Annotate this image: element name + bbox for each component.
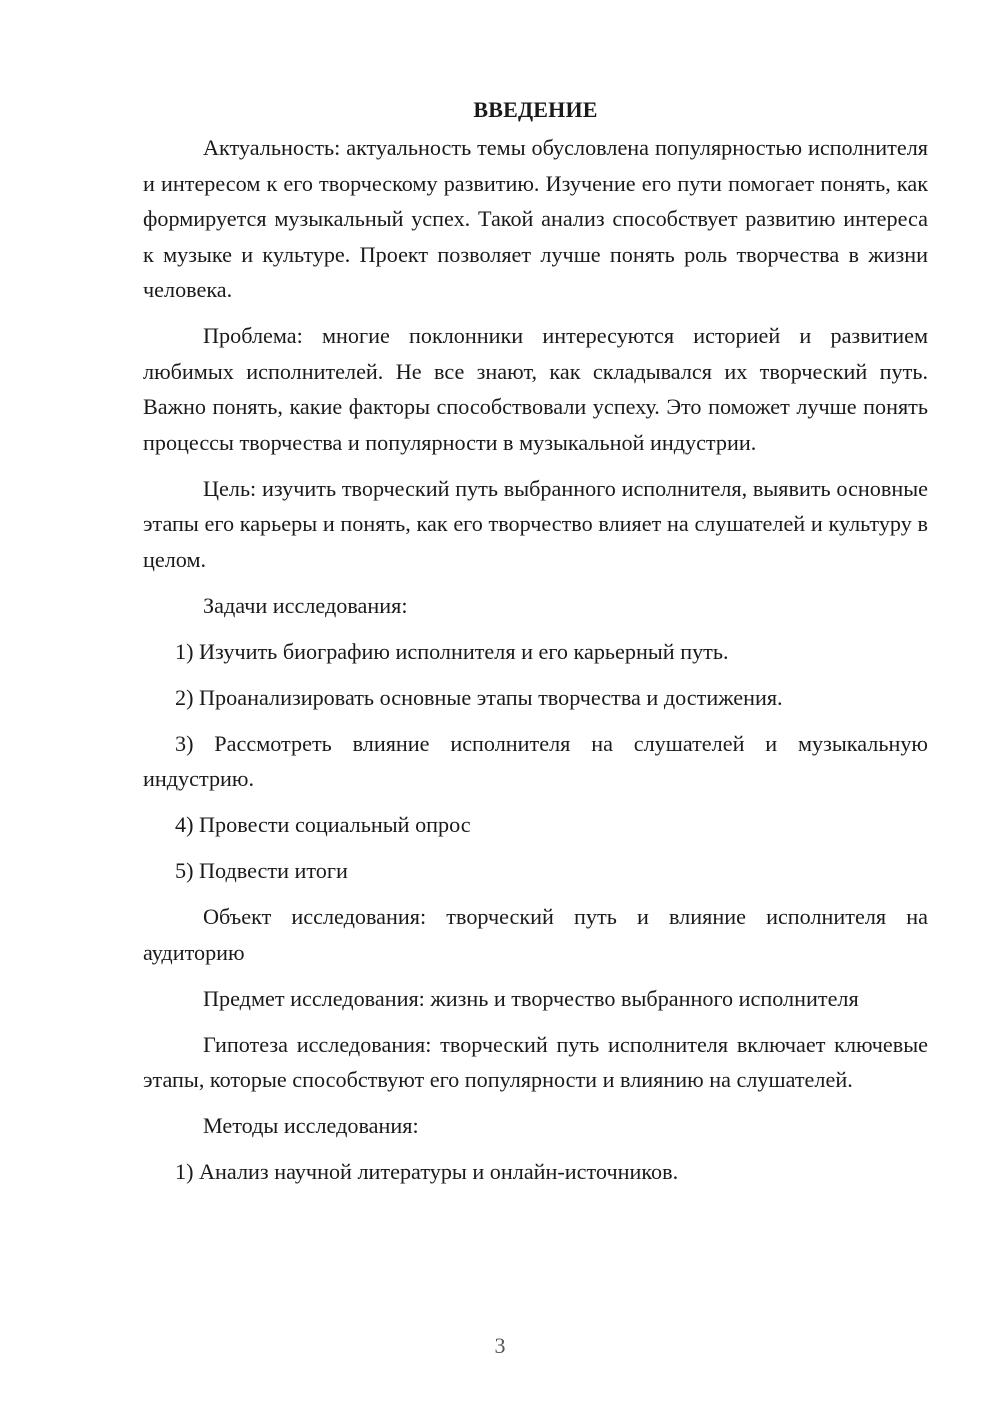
- task-item: 4) Провести социальный опрос: [175, 812, 471, 837]
- goal-paragraph: Цель: изучить творческий путь выбранного исполнителя, выявить основные этапы его карьеры и понять, как его творчество влияет на слушателей и культуру в целом.: [143, 475, 928, 572]
- methods-title: Методы исследования:: [203, 1113, 419, 1138]
- task-item: 2) Проанализировать основные этапы творчества и достижения.: [175, 684, 783, 710]
- object-paragraph: Объект исследования: творческий путь и влияние исполнителя на аудиторию: [143, 904, 928, 965]
- task-item: 3) Рассмотреть влияние исполнителя на слушателей и музыкальную индустрию.: [143, 730, 928, 791]
- relevance-paragraph: Актуальность: актуальность темы обусловлена популярностью исполнителя и интересом к его творческому развитию. Изучение его пути помогает понять, как формируется музыкальный успех. Такой анализ способствует развитию интереса к музыке и культуре. Проект позволяет лучше понять роль творчества в жизни человека.: [143, 135, 928, 302]
- page-number: 3: [494, 1333, 506, 1358]
- subject-paragraph: Предмет исследования: жизнь и творчество выбранного исполнителя: [203, 985, 859, 1011]
- tasks-title: Задачи исследования:: [203, 592, 408, 618]
- task-item: 5) Подвести итоги: [175, 858, 348, 883]
- problem-paragraph: Проблема: многие поклонники интересуются историей и развитием любимых исполнителей. Не все знают, как складывался их творческий путь. Важно понять, какие факторы способствовали успеху. Это поможет лучше понять процессы творчества и популярности в музыкальной индустрии.: [143, 323, 928, 455]
- hypothesis-paragraph: Гипотеза исследования: творческий путь исполнителя включает ключевые этапы, которые способствуют его популярности и влиянию на слушателей.: [143, 1031, 928, 1092]
- method-item: 1) Анализ научной литературы и онлайн-источников.: [175, 1159, 679, 1184]
- task-item: 1) Изучить биографию исполнителя и его карьерный путь.: [175, 638, 729, 664]
- document-page: [143, 92, 928, 1200]
- section-heading: ВВЕДЕНИЕ: [473, 97, 598, 122]
